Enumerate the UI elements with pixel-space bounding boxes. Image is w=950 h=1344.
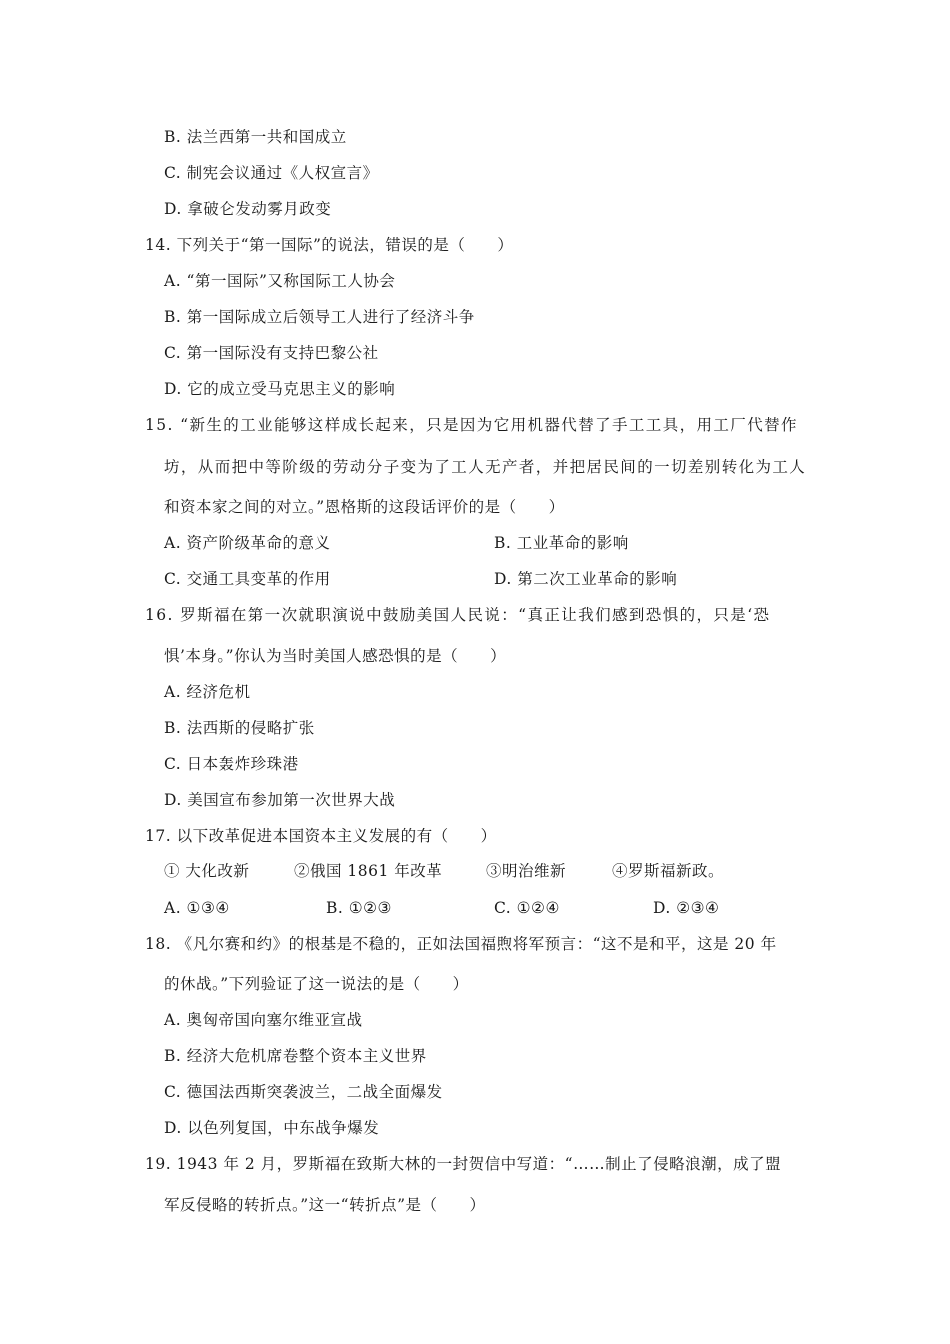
q17-option-b: B. ①②③ bbox=[326, 899, 392, 917]
q18-option-c: C. 德国法西斯突袭波兰，二战全面爆发 bbox=[164, 1083, 443, 1101]
q18-option-a: A. 奥匈帝国向塞尔维亚宣战 bbox=[164, 1011, 363, 1029]
q14-option-b: B. 第一国际成立后领导工人进行了经济斗争 bbox=[164, 308, 475, 326]
q15-option-b: B. 工业革命的影响 bbox=[494, 534, 629, 552]
q15-option-d: D. 第二次工业革命的影响 bbox=[494, 570, 678, 588]
q16-option-c: C. 日本轰炸珍珠港 bbox=[164, 755, 299, 773]
question-18: 18. 《凡尔赛和约》的根基是不稳的，正如法国福煦将军预言：“这不是和平，这是 20 年 bbox=[145, 935, 777, 953]
question-15: 15. “新生的工业能够这样成长起来，只是因为它用机器代替了手工工具，用工厂代替作 bbox=[145, 416, 798, 434]
question-19-line-2: 军反侵略的转折点。”这一“转折点”是（ ） bbox=[164, 1196, 486, 1214]
q13-option-c: C. 制宪会议通过《人权宣言》 bbox=[164, 164, 379, 182]
q17-item-1: ① 大化改新 bbox=[164, 862, 250, 880]
q15-option-a: A. 资产阶级革命的意义 bbox=[164, 534, 331, 552]
question-14: 14. 下列关于“第一国际”的说法，错误的是（ ） bbox=[145, 236, 514, 254]
question-19: 19. 1943 年 2 月，罗斯福在致斯大林的一封贺信中写道：“……制止了侵略浪潮，成了盟 bbox=[145, 1155, 782, 1173]
question-16-line-2: 惧’本身。”你认为当时美国人感恐惧的是（ ） bbox=[164, 647, 507, 665]
question-15-line-2: 坊，从而把中等阶级的劳动分子变为了工人无产者，并把居民间的一切差别转化为工人 bbox=[164, 458, 807, 476]
q17-item-4: ④罗斯福新政。 bbox=[612, 862, 725, 880]
q17-option-c: C. ①②④ bbox=[494, 899, 560, 917]
q16-option-b: B. 法西斯的侵略扩张 bbox=[164, 719, 315, 737]
question-16: 16. 罗斯福在第一次就职演说中鼓励美国人民说：“真正让我们感到恐惧的，只是‘恐 bbox=[145, 606, 771, 624]
q18-option-b: B. 经济大危机席卷整个资本主义世界 bbox=[164, 1047, 427, 1065]
q16-option-a: A. 经济危机 bbox=[164, 683, 251, 701]
q13-option-b: B. 法兰西第一共和国成立 bbox=[164, 128, 347, 146]
q17-item-2: ②俄国 1861 年改革 bbox=[294, 862, 443, 880]
q17-item-3: ③明治维新 bbox=[486, 862, 567, 880]
q14-option-d: D. 它的成立受马克思主义的影响 bbox=[164, 380, 396, 398]
q15-option-c: C. 交通工具变革的作用 bbox=[164, 570, 331, 588]
q17-option-a: A. ①③④ bbox=[164, 899, 230, 917]
q14-option-a: A. “第一国际”又称国际工人协会 bbox=[164, 272, 396, 290]
q17-option-d: D. ②③④ bbox=[653, 899, 720, 917]
q13-option-d: D. 拿破仑发动雾月政变 bbox=[164, 200, 332, 218]
q18-option-d: D. 以色列复国，中东战争爆发 bbox=[164, 1119, 380, 1137]
q14-option-c: C. 第一国际没有支持巴黎公社 bbox=[164, 344, 379, 362]
q16-option-d: D. 美国宣布参加第一次世界大战 bbox=[164, 791, 396, 809]
question-17: 17. 以下改革促进本国资本主义发展的有（ ） bbox=[145, 827, 497, 845]
question-18-line-2: 的休战。”下列验证了这一说法的是（ ） bbox=[164, 975, 469, 993]
question-15-line-3: 和资本家之间的对立。”恩格斯的这段话评价的是（ ） bbox=[164, 498, 565, 516]
